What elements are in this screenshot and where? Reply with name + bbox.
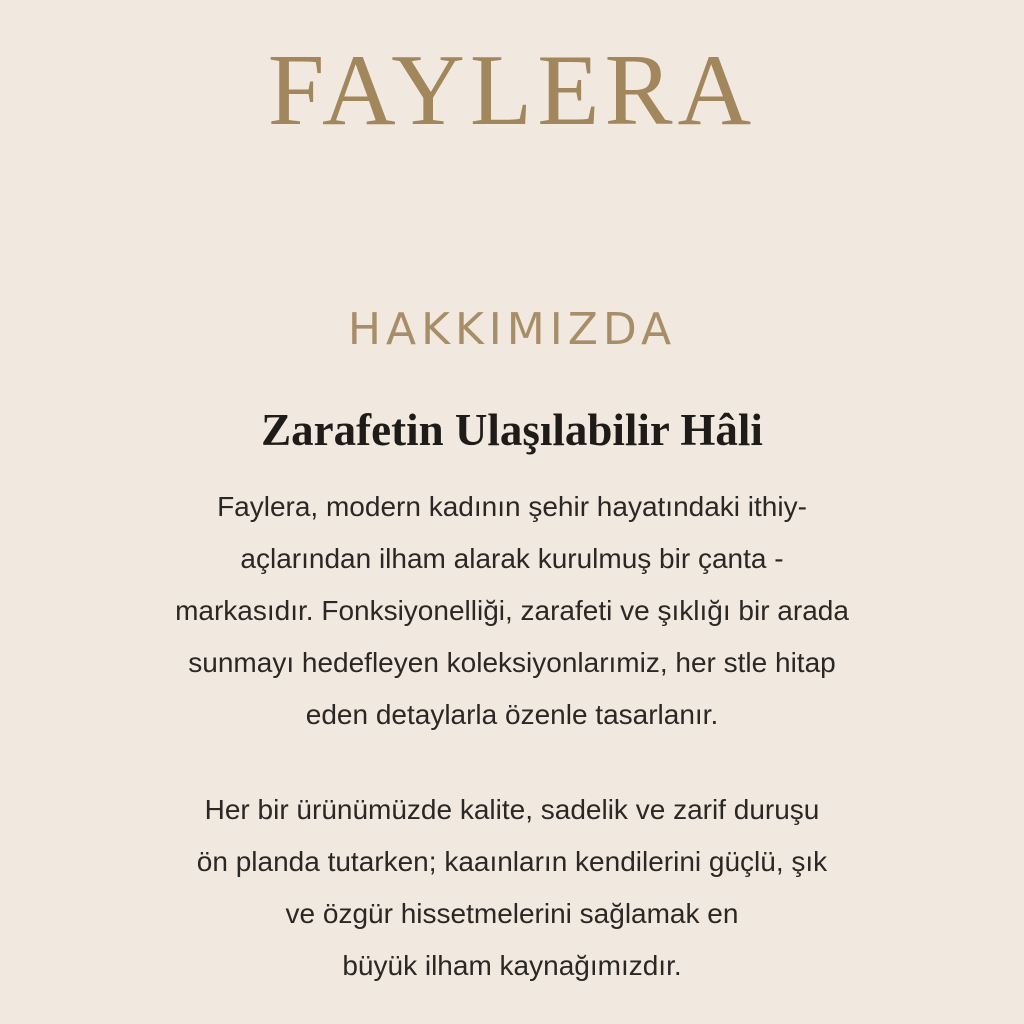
paragraph-line: sunmayı hedefleyen koleksiyonlarımiz, her stle hitap bbox=[188, 647, 836, 678]
paragraph-line: eden detaylarla özenle tasarlanır. bbox=[305, 699, 719, 730]
paragraph-line: ön planda tutarken; kaaınların kendilerini güçlü, şık bbox=[196, 846, 828, 877]
paragraph-line: Her bir ürünümüzde kalite, sadelik ve zarif duruşu bbox=[204, 794, 820, 825]
paragraph-line: markasıdır. Fonksiyonelliği, zarafeti ve şıklığı bir arada bbox=[175, 595, 849, 626]
brand-logo: FAYLERA bbox=[267, 34, 757, 147]
paragraph-line: ve özgür hissetmelerini sağlamak en bbox=[285, 898, 739, 929]
section-label: HAKKIMIZDA bbox=[347, 304, 677, 355]
paragraph-line: Faylera, modern kadının şehir hayatındaki ithiy- bbox=[217, 491, 807, 522]
paragraph-line: büyük ilham kaynağımızdır. bbox=[342, 950, 682, 981]
paragraph-line: açlarından ilham alarak kurulmuş bir çanta - bbox=[240, 543, 784, 574]
page-headline: Zarafetin Ulaşılabilir Hâli bbox=[261, 405, 763, 455]
